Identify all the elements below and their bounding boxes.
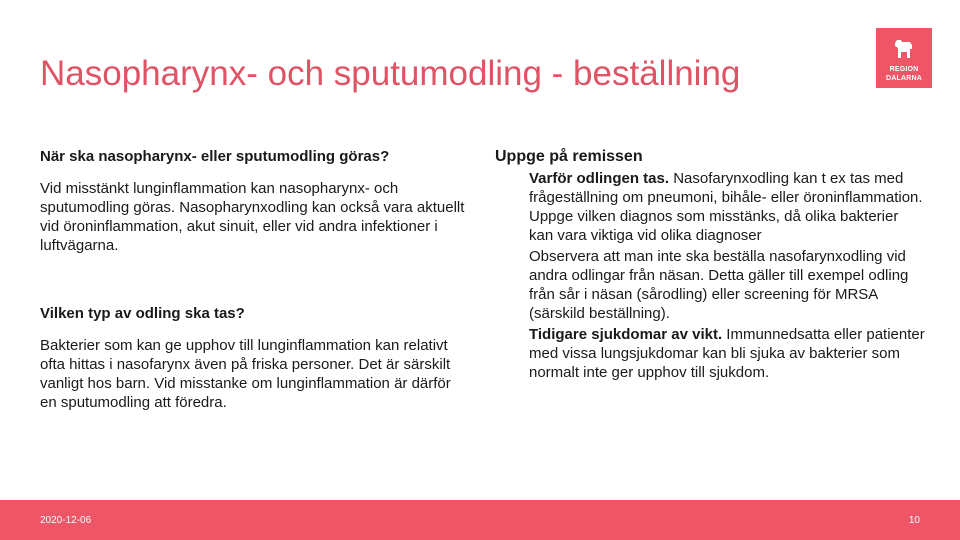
referral-history-text: Immunnedsatta eller patienter med vissa lungsjukdomar kan bli sjuka av bakterier som normalt inte ger upphov till sjukdom. [529,326,925,381]
referral-reason-bold: Varför odlingen tas. [529,170,670,187]
question-when: När ska nasopharynx- eller sputumodling göras? [40,148,390,165]
referral-reason [529,169,925,245]
answer-when: Vid misstänkt lunginflammation kan nasopharynx- och sputumodling göras. Nasopharynxodling kan också vara aktuellt vid öroninflammation, akut sinuit, eller vid andra infektioner i luftvägarna. [40,180,465,254]
footer-bar [0,500,960,540]
referral-history-bold: Tidigare sjukdomar av vikt. [529,326,723,343]
question-type: Vilken typ av odling ska tas? [40,305,245,322]
logo-text-region: REGION [889,66,919,73]
answer-type: Bakterier som kan ge upphov till lunginflammation kan relativt ofta hittas i nasofarynx även på friska personer. Det är särskilt vanligt hos barn. Vid misstanke om lunginflammation är därför en sputumodling att föredra. [40,337,451,411]
dala-horse-icon [892,36,916,60]
referral-heading: Uppge på remissen [495,148,643,165]
referral-history [529,325,925,382]
referral-note [529,247,925,323]
slide-title: Nasopharynx- och sputumodling - beställning [40,54,741,93]
referral-reason-text: Nasofarynxodling kan t ex tas med frågeställning om pneumoni, bihåle- eller öroninflammation. Uppge vilken diagnos som misstänks, då olika bakterier kan vara viktiga vid olika diagnoser [529,170,923,244]
right-column [495,148,925,384]
footer-date: 2020-12-06 [40,515,92,526]
region-dalarna-logo [876,28,932,88]
logo-text-dalarna: DALARNA [885,75,922,82]
left-column [40,148,470,412]
referral-note-text: Observera att man inte ska beställa nasofarynxodling vid andra odlingar från näsan. Detta gäller till exempel odling från sår i näsan (sårodling) eller screening för MRSA (särskild beställning). [529,248,909,322]
page-number: 10 [908,515,920,526]
